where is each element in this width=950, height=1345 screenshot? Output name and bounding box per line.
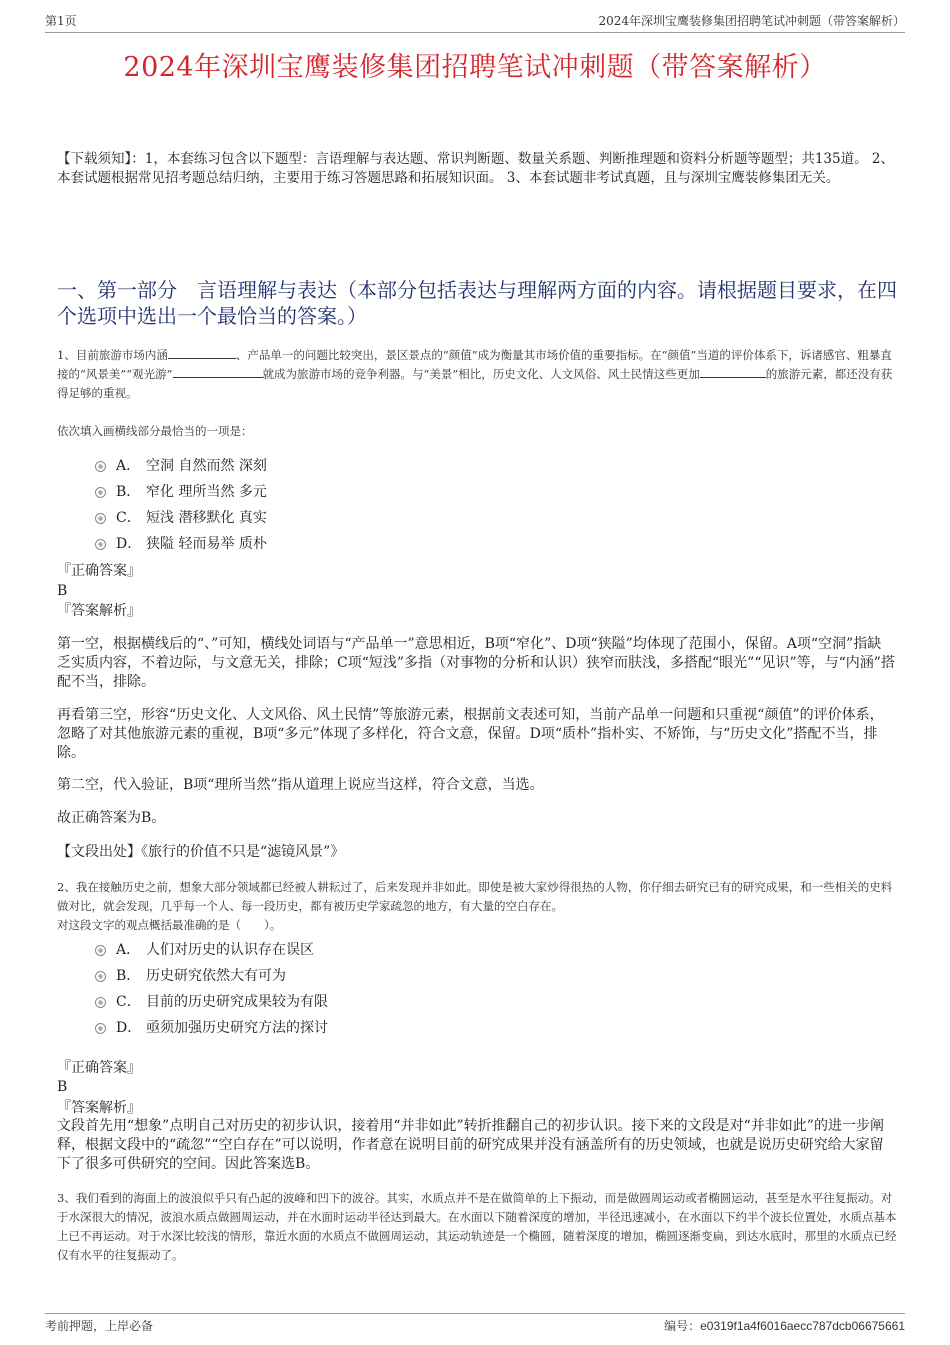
analysis-paragraph: 第一空，根据横线后的“、”可知，横线处词语与“产品单一”意思相近，B项“窄化”、D项“狭隘”均体现了范围小，保留。A项“空洞”指缺乏实质内容，不着边际，与文意无关，排除；C项“短浅”多指（对事物的分析和认识）狭窄而肤浅，多搭配“眼光”“见识”等，与“内涵”搭配不当，排除。	[57, 636, 895, 690]
correct-answer: B	[57, 583, 68, 599]
analysis-paragraph: 故正确答案为B。	[57, 810, 166, 826]
correct-answer-label: 『正确答案』	[57, 1060, 141, 1076]
page-footer	[45, 1313, 905, 1333]
correct-answer: B	[57, 1079, 68, 1095]
footer-slogan: 考前押题，上岸必备	[45, 1319, 154, 1333]
option-a[interactable]: A． 空洞 自然而然 深刻	[95, 453, 267, 479]
question-1-stem: 1、目前旅游市场内涵 、产品单一的问题比较突出，景区景点的“颜值”成为衡量其市场价值的重要指标。在“颜值”当道的评价体系下，诉诸感官、粗暴直接的“风景美”“观光游” 就成为旅游市场的竞争利器。与“美景”相比，历史文化、人文风俗、风土民情这些更加 的旅游元素，都还没有获得足够的重视。	[57, 348, 893, 400]
analysis-label: 『答案解析』	[57, 1100, 141, 1116]
header-doc-title: 2024年深圳宝鹰装修集团招聘笔试冲刺题（带答案解析）	[598, 14, 905, 28]
radio-icon[interactable]	[95, 487, 106, 498]
question-1-options	[95, 453, 267, 557]
option-c[interactable]: C． 目前的历史研究成果较为有限	[95, 989, 328, 1015]
radio-icon[interactable]	[95, 513, 106, 524]
radio-icon[interactable]	[95, 945, 106, 956]
option-d[interactable]: D． 狭隘 轻而易举 质朴	[95, 531, 267, 557]
option-c[interactable]: C． 短浅 潜移默化 真实	[95, 505, 267, 531]
analysis-paragraph: 文段首先用“想象”点明自己对历史的初步认识，接着用“并非如此”转折推翻自己的初步认识。接下来的文段是对“并非如此”的进一步阐释，根据文段中的“疏忽”“空白存在”可以说明，作者意在说明目前的研究成果并没有涵盖所有的历史领域，也就是说历史研究给大家留下了很多可供研究的空间。因此答案选B。	[57, 1118, 884, 1172]
page-title: 2024年深圳宝鹰装修集团招聘笔试冲刺题（带答案解析）	[123, 52, 827, 83]
analysis-paragraph: 第二空，代入验证，B项“理所当然”指从道理上说应当这样，符合文意，当选。	[57, 777, 544, 793]
analysis-label: 『答案解析』	[57, 603, 141, 619]
source-citation: 【文段出处】《旅行的价值不只是“滤镜风景”》	[57, 844, 345, 860]
radio-icon[interactable]	[95, 997, 106, 1008]
section-heading: 一、第一部分 言语理解与表达（本部分包括表达与理解两方面的内容。请根据题目要求，在四个选项中选出一个最恰当的答案。）	[57, 278, 897, 328]
radio-icon[interactable]	[95, 1023, 106, 1034]
download-notice: 【下载须知】：1，本套练习包含以下题型：言语理解与表达题、常识判断题、数量关系题、判断推理题和资料分析题等题型；共135道。 2、本套试题根据常见招考题总结归纳，主要用于练习答题思路和拓展知识面。 3、本套试题非考试真题，且与深圳宝鹰装修集团无关。	[57, 151, 894, 186]
option-a[interactable]: A． 人们对历史的认识存在误区	[95, 937, 328, 963]
question-2-prompt: 对这段文字的观点概括最准确的是（ ）。	[57, 918, 282, 932]
analysis-paragraph: 再看第三空，形容“历史文化、人文风俗、风土民情”等旅游元素，根据前文表述可知，当前产品单一问题和只重视“颜值”的评价体系，忽略了对其他旅游元素的重视，B项“多元”体现了多样化，符合文意，保留。D项“质朴”指朴实、不矫饰，与“历史文化”搭配不当，排除。	[57, 707, 884, 761]
option-b[interactable]: B． 窄化 理所当然 多元	[95, 479, 267, 505]
document-code: 编号：e0319f1a4f6016aecc787dcb06675661	[664, 1319, 905, 1333]
correct-answer-label: 『正确答案』	[57, 563, 141, 579]
page-header	[45, 12, 905, 33]
question-3-stem: 3、我们看到的海面上的波浪似乎只有凸起的波峰和凹下的波谷。其实，水质点并不是在做简单的上下振动，而是做圆周运动或者椭圆运动，甚至是水平往复振动。对于水深很大的情况，波浪水质点做圆周运动，并在水面时运动半径达到最大。在水面以下随着深度的增加，半径迅速减小，在水面以下约半个波长位置处，水质点基本上已不再运动。对于水深比较浅的情形，靠近水面的水质点不做圆周运动，其运动轨迹是一个椭圆，随着深度的增加，椭圆逐渐变扁，到达水底时，那里的水质点已经仅有水平的往复振动了。	[57, 1191, 897, 1262]
page-number: 第1页	[45, 14, 77, 28]
question-1-prompt: 依次填入画横线部分最恰当的一项是：	[57, 424, 253, 438]
option-d[interactable]: D． 亟须加强历史研究方法的探讨	[95, 1015, 328, 1041]
radio-icon[interactable]	[95, 539, 106, 550]
option-b[interactable]: B． 历史研究依然大有可为	[95, 963, 328, 989]
question-2-stem: 2、我在接触历史之前，想象大部分领域都已经被人耕耘过了，后来发现并非如此。即使是被大家炒得很热的人物，你仔细去研究已有的研究成果，和一些相关的史料做对比，就会发现，几乎每一个人、每一段历史，都有被历史学家疏忽的地方，有大量的空白存在。	[57, 880, 893, 913]
question-2-options	[95, 937, 328, 1041]
radio-icon[interactable]	[95, 971, 106, 982]
radio-icon[interactable]	[95, 461, 106, 472]
